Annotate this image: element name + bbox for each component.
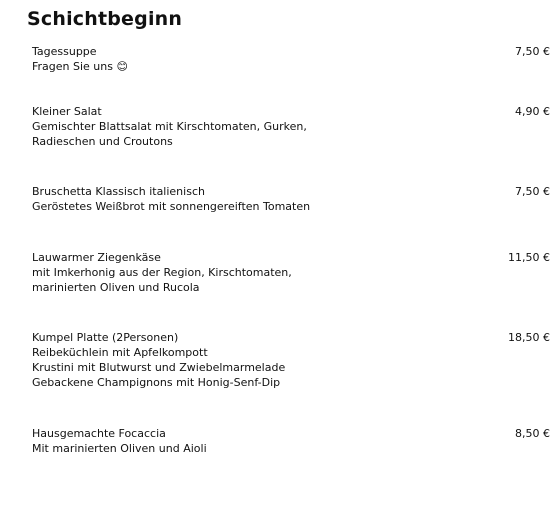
item-description-line: Mit marinierten Oliven und Aioli — [32, 442, 207, 455]
item-description-line: Krustini mit Blutwurst und Zwiebelmarmelade — [32, 361, 286, 374]
page-title: Schichtbeginn — [27, 8, 183, 30]
item-price: 8,50 € — [515, 427, 550, 440]
item-name: Kumpel Platte (2Personen) — [32, 331, 179, 344]
item-price: 7,50 € — [515, 185, 550, 198]
item-description-line: mit Imkerhonig aus der Region, Kirschtomaten, — [32, 266, 292, 279]
menu-item-tagessuppe — [32, 44, 550, 74]
item-name: Lauwarmer Ziegenkäse — [32, 251, 161, 264]
item-name: Kleiner Salat — [32, 105, 102, 118]
item-price: 7,50 € — [515, 45, 550, 58]
item-description-line: Gemischter Blattsalat mit Kirschtomaten, Gurken, — [32, 120, 307, 133]
item-description-line: Gebackene Champignons mit Honig-Senf-Dip — [32, 376, 281, 389]
item-name: Bruschetta Klassisch italienisch — [32, 185, 205, 198]
item-description-line: Reibeküchlein mit Apfelkompott — [32, 346, 208, 359]
item-price: 11,50 € — [508, 251, 550, 264]
item-name: Hausgemachte Focaccia — [32, 427, 166, 440]
menu-item-kumpel-platte — [32, 330, 550, 390]
item-description-line: Radieschen und Croutons — [32, 135, 173, 148]
menu-item-bruschetta — [32, 184, 550, 214]
item-price: 4,90 € — [515, 105, 550, 118]
item-name: Tagessuppe — [32, 45, 97, 58]
item-description-line: marinierten Oliven und Rucola — [32, 281, 200, 294]
menu-item-ziegenkaese — [32, 250, 550, 295]
item-description-line: Geröstetes Weißbrot mit sonnengereiften Tomaten — [32, 200, 311, 213]
item-price: 18,50 € — [508, 331, 550, 344]
menu-item-kleiner-salat — [32, 104, 550, 149]
menu-item-focaccia — [32, 426, 550, 456]
item-description-line: Fragen Sie uns 😊 — [32, 60, 128, 73]
